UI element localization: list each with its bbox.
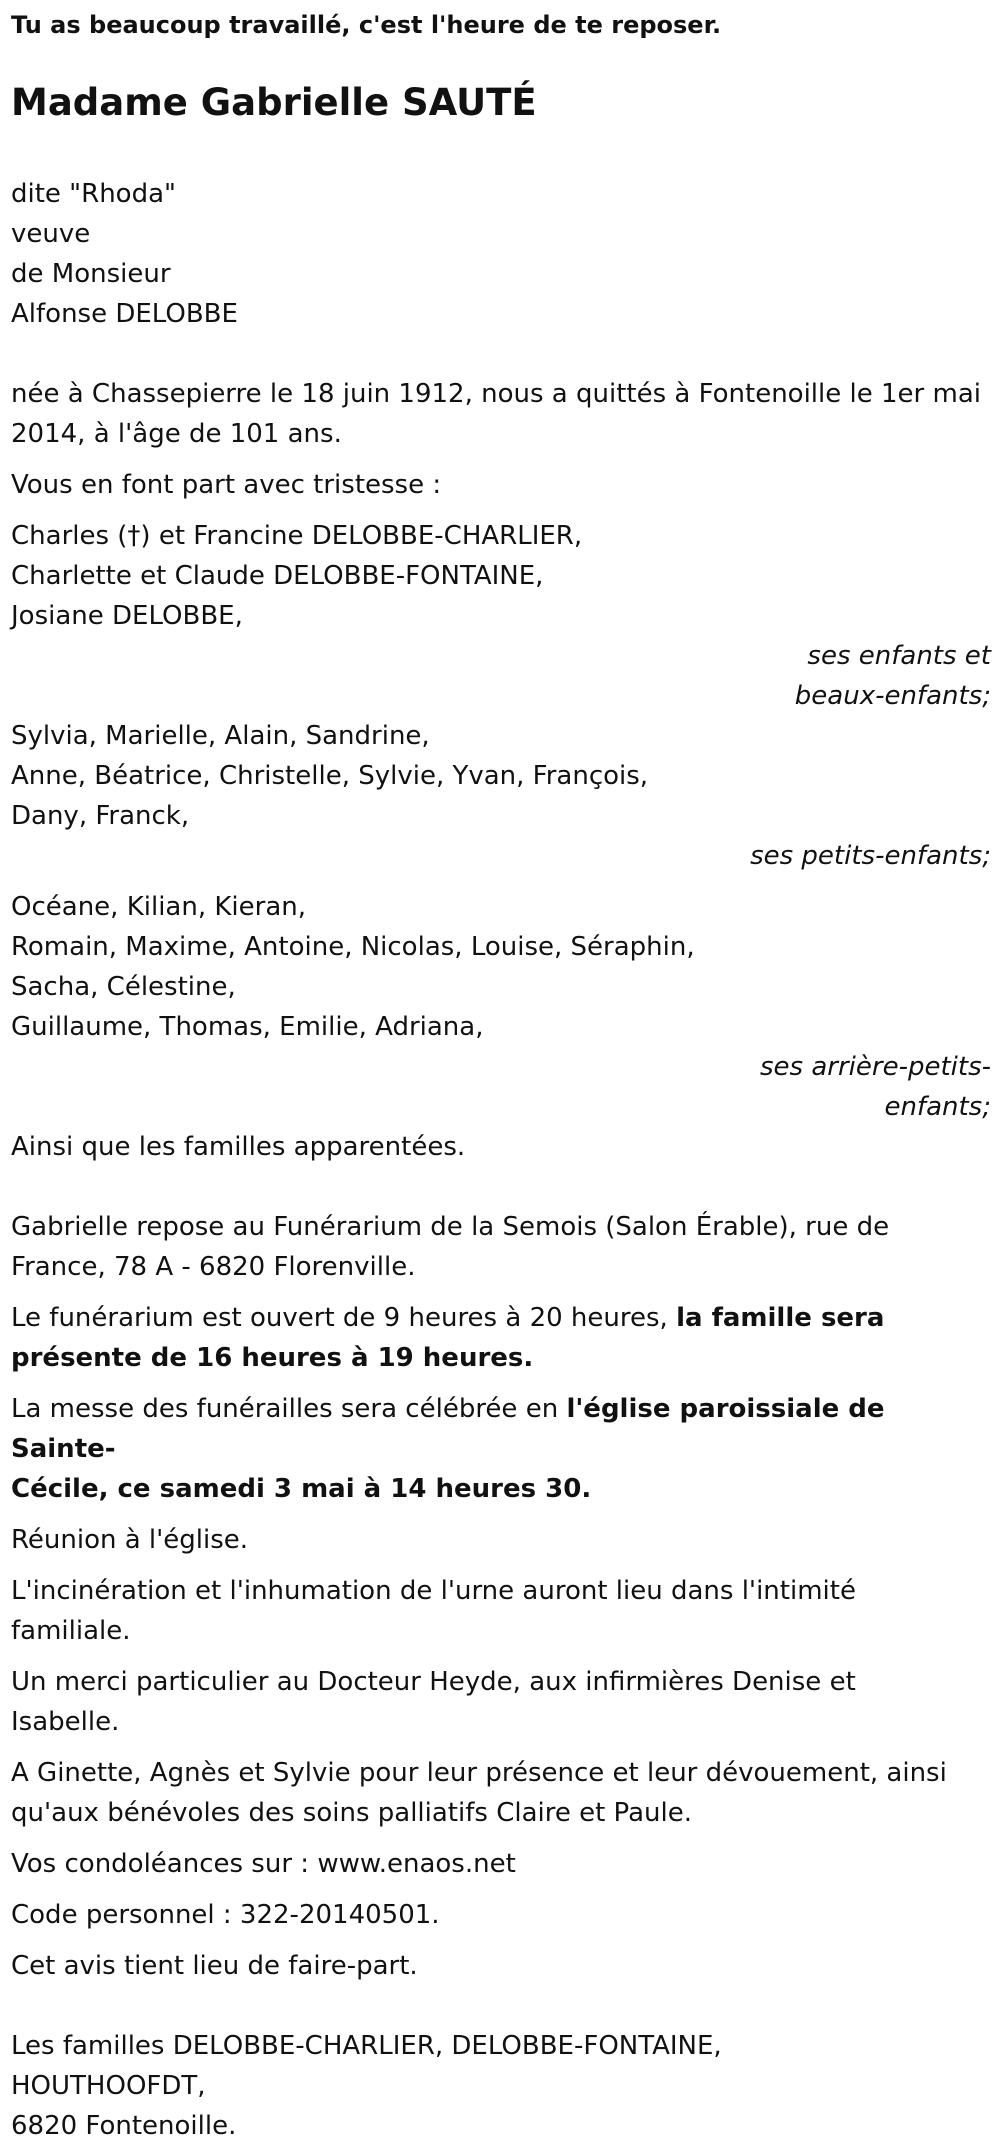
deceased-name: Madame Gabrielle SAUTÉ: [11, 81, 537, 124]
mass-line: [11, 1389, 991, 1469]
incineration-line: familiale.: [11, 1616, 131, 1646]
great-grandchildren-name-line: Romain, Maxime, Antoine, Nicolas, Louise, Séraphin,: [11, 932, 695, 962]
families-line: Ainsi que les familles apparentées.: [11, 1132, 466, 1162]
grandchildren-name-line: Anne, Béatrice, Christelle, Sylvie, Yvan, François,: [11, 761, 649, 791]
mass-text: La messe des funérailles sera célébrée en: [11, 1394, 567, 1424]
children-relation: beaux-enfants;: [794, 681, 991, 711]
signature-line: Les familles DELOBBE-CHARLIER, DELOBBE-FONTAINE,: [11, 2031, 722, 2061]
mass-date-time: Cécile, ce samedi 3 mai à 14 heures 30.: [11, 1474, 592, 1504]
children-relation: ses enfants et: [807, 641, 991, 671]
incineration-paragraph: [11, 1571, 991, 1651]
faire-part-line: Cet avis tient lieu de faire-part.: [11, 1951, 418, 1981]
children-name-line: Charlette et Claude DELOBBE-FONTAINE,: [11, 561, 544, 591]
signature-line: HOUTHOOFDT,: [11, 2071, 206, 2101]
incineration-line: L'incinération et l'inhumation de l'urne auront lieu dans l'intimité: [11, 1576, 856, 1606]
children-block: [11, 516, 991, 716]
great-grandchildren-name-line: Océane, Kilian, Kieran,: [11, 892, 306, 922]
great-grandchildren-name-line: Guillaume, Thomas, Emilie, Adriana,: [11, 1012, 484, 1042]
announce-intro: Vous en font part avec tristesse :: [11, 470, 442, 500]
identity-block: [11, 174, 991, 334]
thanks-helpers-line: A Ginette, Agnès et Sylvie pour leur présence et leur dévouement, ainsi: [11, 1758, 947, 1788]
family-presence-hours: présente de 16 heures à 19 heures.: [11, 1343, 534, 1373]
thanks-doctor-line: Isabelle.: [11, 1707, 120, 1737]
nickname: dite "Rhoda": [11, 179, 176, 209]
grandchildren-name-line: Dany, Franck,: [11, 801, 190, 831]
repose-line: France, 78 A - 6820 Florenville.: [11, 1252, 416, 1282]
birth-death-paragraph: [11, 374, 991, 454]
signature-block: [11, 2026, 991, 2146]
personal-code-line: Code personnel : 322-20140501.: [11, 1900, 440, 1930]
great-grandchildren-name-line: Sacha, Célestine,: [11, 972, 236, 1002]
obituary-notice: [11, 0, 991, 2146]
funerarium-hours-paragraph: [11, 1298, 991, 1378]
mass-paragraph: [11, 1389, 991, 1509]
spouse-name: Alfonse DELOBBE: [11, 299, 238, 329]
repose-line: Gabrielle repose au Funérarium de la Semois (Salon Érable), rue de: [11, 1212, 890, 1242]
funerarium-hours-line: [11, 1298, 991, 1338]
grandchildren-name-line: Sylvia, Marielle, Alain, Sandrine,: [11, 721, 430, 751]
birth-death-line: 2014, à l'âge de 101 ans.: [11, 419, 342, 449]
condolences-line: Vos condoléances sur : www.enaos.net: [11, 1849, 516, 1879]
signature-line: 6820 Fontenoille.: [11, 2111, 237, 2141]
birth-death-line: née à Chassepierre le 18 juin 1912, nous a quittés à Fontenoille le 1er mai: [11, 379, 981, 409]
thanks-helpers-line: qu'aux bénévoles des soins palliatifs Claire et Paule.: [11, 1798, 692, 1828]
epitaph: Tu as beaucoup travaillé, c'est l'heure de te reposer.: [11, 11, 722, 39]
children-name-line: Josiane DELOBBE,: [11, 601, 243, 631]
repose-paragraph: [11, 1207, 991, 1287]
church-name: l'église paroissiale de Sainte-: [11, 1394, 885, 1464]
thanks-helpers-paragraph: [11, 1753, 991, 1833]
thanks-doctor-paragraph: [11, 1662, 991, 1742]
great-grandchildren-block: [11, 887, 991, 1127]
great-grandchildren-relation: enfants;: [884, 1092, 991, 1122]
grandchildren-block: [11, 716, 991, 876]
grandchildren-relation: ses petits-enfants;: [750, 841, 991, 871]
funerarium-hours-text: Le funérarium est ouvert de 9 heures à 20 heures,: [11, 1303, 677, 1333]
reunion-line: Réunion à l'église.: [11, 1525, 249, 1555]
great-grandchildren-relation: ses arrière-petits-: [760, 1052, 991, 1082]
children-name-line: Charles (†) et Francine DELOBBE-CHARLIER,: [11, 521, 583, 551]
family-presence-text: la famille sera: [676, 1303, 885, 1333]
marital-status: veuve: [11, 219, 91, 249]
spouse-title: de Monsieur: [11, 259, 171, 289]
thanks-doctor-line: Un merci particulier au Docteur Heyde, aux infirmières Denise et: [11, 1667, 856, 1697]
